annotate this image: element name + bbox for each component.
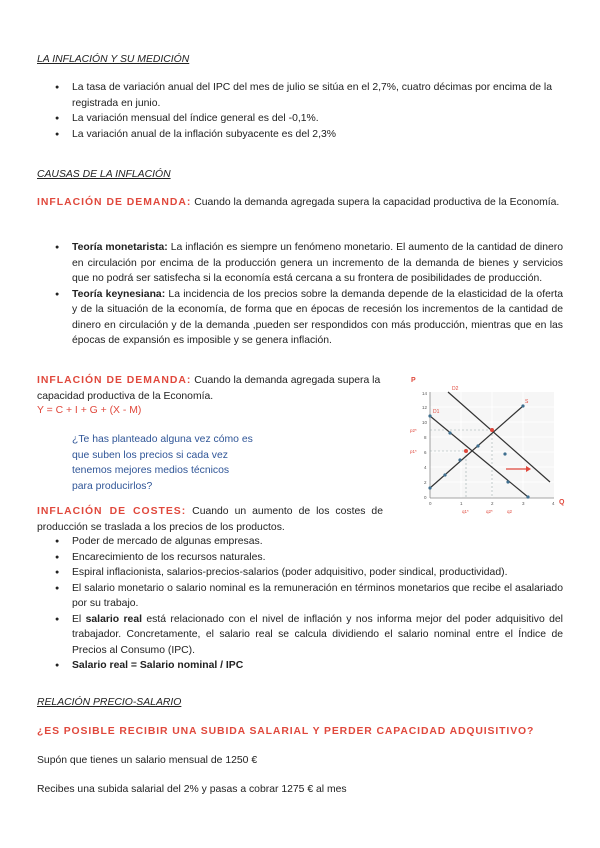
list-item: ● El salario monetario o salario nominal es la remuneración en términos monetarios que recibe el asalariado por su trabajo. xyxy=(52,581,563,612)
real-text: está relacionado con el nivel de inflación y nos informa mejor del poder adquisitivo del trabajador. Concretamente, el salario real se calcula dividiendo el salario nominal entre el Índice de Precios al Consumo (IPC). xyxy=(72,613,563,656)
price-label-p1: p1* xyxy=(410,449,417,454)
formula: Y = C + I + G + (X - M) xyxy=(37,405,142,416)
salary-line-1: Supón que tienes un salario mensual de 1250 € xyxy=(37,755,258,766)
list-item: ● La tasa de variación anual del IPC del mes de julio se sitúa en el 2,7%, cuatro décimas por encima de la registrada en junio. xyxy=(52,80,564,111)
teorias-list xyxy=(52,240,563,349)
question-block xyxy=(72,432,332,494)
curve-label-d2: D2 xyxy=(452,386,459,392)
y-tick: 6 xyxy=(424,450,427,455)
curve-label-s: S xyxy=(525,399,529,405)
y-tick: 8 xyxy=(424,435,427,440)
question-line: ¿Te has planteado alguna vez cómo es xyxy=(72,434,253,445)
question-line: tenemos mejores medios técnicos xyxy=(72,465,230,476)
heading-relacion: RELACIÓN PRECIO-SALARIO xyxy=(37,697,182,708)
demanda-label: INFLACIÓN DE DEMANDA: xyxy=(37,197,192,208)
salario-real-term: salario real xyxy=(85,613,142,625)
demanda-paragraph xyxy=(37,195,563,211)
demanda-paragraph-2 xyxy=(37,373,397,404)
question-line: que suben los precios si cada vez xyxy=(72,449,228,461)
list-item: ● Encarecimiento de los recursos naturales. xyxy=(52,550,563,566)
list-item xyxy=(52,612,563,659)
demanda-text: Cuando la demanda agregada supera la capacidad productiva de la Economía. xyxy=(191,197,560,208)
heading-causas: CAUSAS DE LA INFLACIÓN xyxy=(37,169,171,180)
teoria-title: Teoría keynesiana: xyxy=(72,288,166,300)
q-mark: q2* xyxy=(486,509,493,514)
q-mark: q2 xyxy=(507,509,513,514)
salario-formula: Salario real = Salario nominal / IPC xyxy=(72,660,244,671)
list-item xyxy=(52,287,563,349)
x-tick: 2 xyxy=(491,501,494,506)
list-item: ● La variación mensual del índice general es del -0,1%. xyxy=(52,111,564,127)
supply-demand-chart xyxy=(408,372,568,520)
y-tick: 4 xyxy=(424,465,427,470)
price-label-p2: p2* xyxy=(410,428,417,433)
heading-inflacion-medicion: LA INFLACIÓN Y SU MEDICIÓN xyxy=(37,54,190,65)
costes-paragraph xyxy=(37,504,383,535)
x-tick: 3 xyxy=(522,501,525,506)
teoria-text: La inflación es siempre un fenómeno monetario. El aumento de la cantidad de dinero en circulación por encima de la producción genera un incremento de la demanda de bienes y servicios que no podrá ser satisfecha si la economía está cercana a su frontera de posibilidades de producción. xyxy=(72,242,563,284)
demanda-label-2: INFLACIÓN DE DEMANDA: xyxy=(37,375,192,386)
list-item: ● La variación anual de la inflación subyacente es del 2,3% xyxy=(52,127,564,143)
x-tick: 4 xyxy=(552,501,555,506)
costes-bullets xyxy=(52,534,563,674)
salary-question: ¿ES POSIBLE RECIBIR UNA SUBIDA SALARIAL Y PERDER CAPACIDAD ADQUISITIVO? xyxy=(37,726,535,737)
curve-label-d1: D1 xyxy=(433,409,440,415)
y-tick: 10 xyxy=(422,420,428,425)
teoria-title: Teoría monetarista: xyxy=(72,242,168,253)
teoria-text: La incidencia de los precios sobre la demanda depende de la elasticidad de la oferta y de la situación de la economía, de forma que en épocas de recesión los incrementos de la cantidad de dinero en circulación y de la demanda ,pueden ser respondidos con más producción, mientras que en las épocas de expansión es imposible y se genera inflación. xyxy=(72,288,563,346)
list-item: ● Poder de mercado de algunas empresas. xyxy=(52,534,563,550)
question-line: para producirlos? xyxy=(72,480,153,492)
y-tick: 14 xyxy=(422,391,428,396)
x-tick: 0 xyxy=(429,501,432,506)
real-pre: El xyxy=(72,613,86,625)
y-tick: 2 xyxy=(424,480,427,485)
y-tick: 12 xyxy=(422,405,428,410)
list-item xyxy=(52,658,563,674)
q-mark: q1* xyxy=(462,509,469,514)
axis-label-p: P xyxy=(411,377,416,384)
costes-text: Cuando un aumento de los costes de producción se traslada a los precios de los productos. xyxy=(37,506,383,533)
inflation-bullets xyxy=(52,80,564,142)
y-tick: 0 xyxy=(424,495,427,500)
list-item: ● Espiral inflacionista, salarios-precios-salarios (poder adquisitivo, poder sindical, productividad). xyxy=(52,565,563,581)
axis-label-q: Q xyxy=(559,499,565,506)
costes-label: INFLACIÓN DE COSTES: xyxy=(37,506,187,517)
demanda-text-2: Cuando la demanda agregada supera la capacidad productiva de la Economía. xyxy=(37,375,381,402)
list-item xyxy=(52,240,563,287)
x-tick: 1 xyxy=(460,501,463,506)
salary-line-2: Recibes una subida salarial del 2% y pasas a cobrar 1275 € al mes xyxy=(37,784,347,795)
